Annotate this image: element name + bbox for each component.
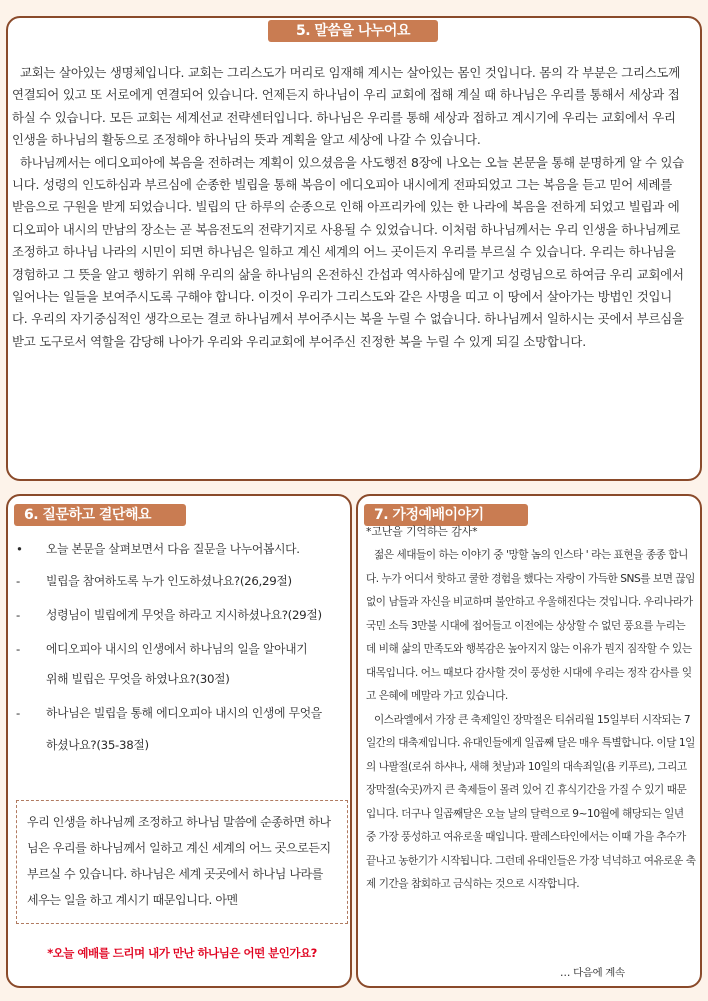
bullet-mark: • [16, 542, 23, 556]
questions-intro [14, 540, 344, 558]
family-worship-body [366, 524, 696, 897]
story-subtitle: *고난을 기억하는 감사* [366, 525, 478, 538]
section-7-title: 7. 가정예배이야기 [364, 504, 528, 526]
question-text-1: 빌립을 참여하도록 누가 인도하셨나요?(26,29절) [46, 574, 292, 588]
question-item-4 [14, 704, 344, 722]
dash-mark: - [16, 608, 20, 622]
sermon-body [12, 62, 686, 353]
decision-box [16, 800, 348, 924]
question-item-2 [14, 606, 344, 624]
sermon-paragraph-2: 하나님께서는 에디오피아에 복음을 전하려는 계획이 있으셨음을 사도행전 8장에 나오는 오늘 본문을 통해 분명하게 알 수 있습니다. 성령의 인도하심과 부르심에 순종한 빌립을 통해 복음이 에디오피아 내시에게 전파되었고 그는 복음을 듣고 믿어 세례를 받음으로 구원을 받게 되었습니다. 빌립의 단 하루의 순종으로 인해 아프리카에 있는 한 나라에 복음을 전하게 되었고 빌립과 에디오피아 내시의 만남의 장소는 곧 복음전도의 전략기지로 사용될 수 있었습니다. 이처럼 하나님께서는 우리 인생을 하나님께로 조정하고 하나님 나라의 시민이 되면 하나님은 일하고 계신 세계의 어느 곳이든지 우리를 부르실 수 있습니다. 우리는 하나님을 경험하고 그 뜻을 알고 행하기 위해 우리의 삶을 하나님의 온전하신 간섭과 역사하심에 맡기고 성령님으로 하여금 우리 교회에서 일어나는 일들을 보여주시도록 구해야 합니다. 이것이 우리가 그리스도와 같은 사명을 띠고 이 땅에서 살아가는 방법인 것입니다. 우리의 자기중심적인 생각으로는 결코 하나님께서 부어주시는 복을 누릴 수 없습니다. 하나님께서 일하시는 곳에서 부르심을 받고 도구로서 역할을 감당해 나아가 우리와 우리교회에 부어주신 진정한 복을 누릴 수 있게 되길 소망합니다. [12, 154, 684, 349]
questions-intro-text: 오늘 본문을 살펴보면서 다음 질문을 나누어봅시다. [46, 542, 300, 556]
question-text-3a: 에디오피아 내시의 인생에서 하나님의 일을 알아내기 [46, 642, 308, 656]
section-5-title: 5. 말씀을 나누어요 [268, 20, 438, 42]
dash-mark: - [16, 706, 20, 720]
question-item-1 [14, 572, 344, 590]
continued-note: … 다음에 계속 [560, 967, 625, 979]
question-text-4a: 하나님은 빌립을 통해 에디오피아 내시의 인생에 무엇을 [46, 706, 322, 720]
decision-text: 우리 인생을 하나님께 조정하고 하나님 말씀에 순종하면 하나님은 우리를 하나님께서 일하고 계신 세계의 어느 곳으로든지 부르실 수 있습니다. 하나님은 세계 곳곳에서 하나님 나라를 세우는 일을 하고 계시기 때문입니다. 아멘 [27, 815, 331, 907]
question-text-4b: 하셨나요?(35-38절) [46, 738, 149, 752]
questions-list [14, 540, 344, 754]
closing-question: *오늘 예배를 드리며 내가 만난 하나님은 어떤 분인가요? [47, 946, 317, 960]
question-text-2: 성령님이 빌립에게 무엇을 하라고 지시하셨나요?(29절) [46, 608, 322, 622]
question-item-3 [14, 640, 344, 658]
sermon-paragraph-1: 교회는 살아있는 생명체입니다. 교회는 그리스도가 머리로 임재해 계시는 살아있는 몸인 것입니다. 몸의 각 부분은 그리스도께 연결되어 있고 또 서로에게 연결되어 있습니다. 언제든지 하나님이 우리 교회에 접해 계실 때 하나님은 우리를 통해서 세상과 접하실 수 있습니다. 모든 교회는 세계선교 전략센터입니다. 하나님은 우리를 통해 세상과 접하고 계시기에 우리는 교회에서 우리 인생을 하나님의 활동으로 조정해야 하나님의 뜻과 계획을 알고 세상에 나갈 수 있습니다. [12, 65, 681, 148]
dash-mark: - [16, 642, 20, 656]
section-6-title: 6. 질문하고 결단해요 [14, 504, 186, 526]
dash-mark: - [16, 574, 20, 588]
question-text-3b: 위해 빌립은 무엇을 하였나요?(30절) [46, 672, 230, 686]
story-paragraph-1: 젊은 세대들이 하는 이야기 중 '망할 놈의 인스타 ' 라는 표현을 종종 합니다. 누가 어디서 핫하고 쿨한 경험을 했다는 자랑이 가득한 SNS를 보면 끊임없이 남들과 자신을 비교하며 불안하고 우울해진다는 것입니다. 우리나라가 국민 소득 3만불 시대에 접어들고 이전에는 상상할 수 없던 풍요를 누리는 데 비해 삶의 만족도와 행복감은 높아지지 않는 이유가 뭔지 짐작할 수 있는 대목입니다. 어느 때보다 감사할 것이 풍성한 시대에 우리는 정작 감사를 잊고 은혜에 메말라 가고 있습니다. [366, 549, 695, 702]
story-paragraph-2: 이스라엘에서 가장 큰 축제일인 장막절은 티쉬리월 15일부터 시작되는 7일간의 대축제입니다. 유대인들에게 일곱째 달은 매우 특별합니다. 이달 1일의 나팔절(로쉬 하샤나, 새해 첫날)과 10일의 대속죄일(욤 키푸르), 그리고 장막절(숙곳)까지 큰 축제들이 몰려 있어 긴 휴식기간을 가질 수 있기 때문입니다. 더구나 일곱째달은 오늘 날의 달력으로 9~10월에 해당되는 일년 중 가장 풍성하고 여유로울 때입니다. 팔레스타인에서는 이때 가을 추수가 끝나고 농한기가 시작됩니다. 그런데 유대인들은 가장 넉넉하고 여유로운 축제 기간을 참회하고 금식하는 것으로 시작합니다. [366, 713, 696, 890]
